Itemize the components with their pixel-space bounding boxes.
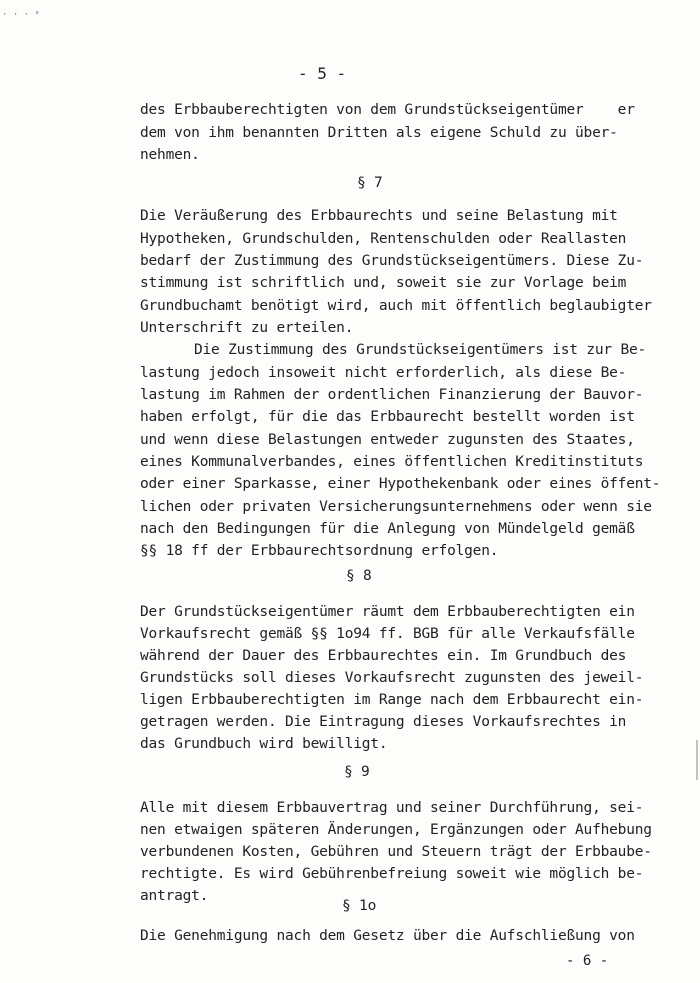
text-line: nehmen. (140, 147, 200, 163)
next-page-marker: - 6 - (566, 953, 609, 969)
text-line: Vorkaufsrecht gemäß §§ 1o94 ff. BGB für alle Verkaufsfälle (140, 626, 635, 642)
text-line: und wenn diese Belastungen entweder zugunsten des Staates, (140, 432, 635, 448)
section-heading: § 8 (346, 568, 372, 584)
text-line: Die Genehmigung nach dem Gesetz über die Aufschließung von (140, 928, 635, 944)
section-heading: § 9 (344, 764, 370, 780)
text-line: haben erfolgt, für die das Erbbaurecht bestellt worden ist (140, 409, 635, 425)
text-line: verbundenen Kosten, Gebühren und Steuern trägt der Erbbaube- (140, 844, 652, 860)
text-line: Alle mit diesem Erbbauvertrag und seiner Durchführung, sei- (140, 800, 644, 816)
page-number: - 5 - (298, 64, 347, 83)
text-line: lastung im Rahmen der ordentlichen Finanzierung der Bauvor- (140, 387, 644, 403)
text-line: §§ 18 ff der Erbbaurechtsordnung erfolgen. (140, 543, 499, 559)
text-line: Unterschrift zu erteilen. (140, 320, 354, 336)
text-line: nen etwaigen späteren Änderungen, Ergänzungen oder Aufhebung (140, 822, 652, 838)
text-line: bedarf der Zustimmung des Grundstückseigentümers. Diese Zu- (140, 253, 644, 269)
text-line: Die Veräußerung des Erbbaurechts und seine Belastung mit (140, 208, 618, 224)
text-line: ligen Erbbauberechtigten im Range nach dem Erbbaurecht ein- (140, 692, 644, 708)
text-line: das Grundbuch wird bewilligt. (140, 736, 388, 752)
section-heading: § 1o (342, 898, 377, 914)
text-line: oder einer Sparkasse, einer Hypothekenbank oder eines öffent- (140, 476, 661, 492)
text-line: rechtigte. Es wird Gebührenbefreiung soweit wie möglich be- (140, 866, 644, 882)
text-line: eines Kommunalverbandes, eines öffentlichen Kreditinstituts (140, 454, 644, 470)
text-line: getragen werden. Die Eintragung dieses Vorkaufsrechtes in (140, 714, 627, 730)
text-line: dem von ihm benannten Dritten als eigene Schuld zu über- (140, 125, 618, 141)
corner-mark: · · · ˣ (2, 10, 40, 20)
text-line: nach den Bedingungen für die Anlegung von Mündelgeld gemäß (140, 521, 635, 537)
text-line: Die Zustimmung des Grundstückseigentümers ist zur Be- (194, 342, 647, 358)
text-line: während der Dauer des Erbbaurechtes ein. Im Grundbuch des (140, 648, 627, 664)
text-line: lichen oder privaten Versicherungsunternehmens oder wenn sie (140, 499, 652, 515)
text-line: Grundbuchamt benötigt wird, auch mit öffentlich beglaubigter (140, 298, 652, 314)
scan-edge-mark (696, 740, 698, 780)
text-line: antragt. (140, 888, 209, 904)
text-line: Der Grundstückseigentümer räumt dem Erbbauberechtigten ein (140, 604, 635, 620)
text-line: lastung jedoch insoweit nicht erforderlich, als diese Be- (140, 365, 627, 381)
text-line: Hypotheken, Grundschulden, Rentenschulden oder Reallasten (140, 231, 627, 247)
section-heading: § 7 (357, 175, 383, 191)
text-line: des Erbbauberechtigten von dem Grundstückseigentümer er (140, 102, 635, 118)
text-line: stimmung ist schriftlich und, soweit sie zur Vorlage beim (140, 275, 627, 291)
text-line: Grundstücks soll dieses Vorkaufsrecht zugunsten des jeweil- (140, 670, 644, 686)
